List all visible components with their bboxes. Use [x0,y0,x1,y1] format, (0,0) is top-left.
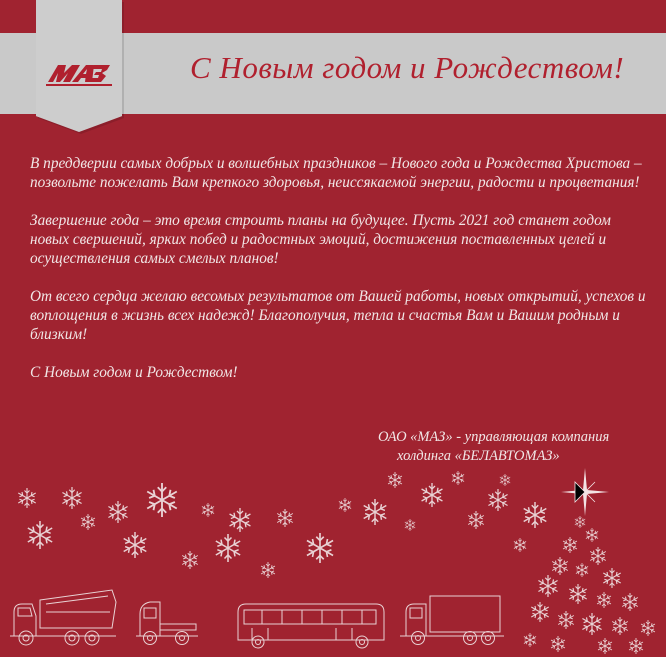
snowflake-icon [261,562,275,578]
snowflake-icon [124,532,147,558]
snowflake-icon [405,519,415,531]
snowflake-icon [147,483,177,517]
dump-truck-icon [10,590,116,645]
snowflake-icon [452,471,464,485]
snowflake-icon [524,502,547,528]
tractor-unit-icon [136,602,198,645]
decoration [0,460,666,657]
snowflake-icon [28,521,52,549]
snowflake-icon [108,501,127,523]
maz-logo [46,60,112,88]
snowflake-icon [62,487,81,509]
snowflake-icon [388,472,402,488]
snowflake-icon [339,498,351,512]
snowflake-icon [514,538,526,552]
box-truck-icon [400,596,504,645]
signature-line: ОАО «МАЗ» - управляющая компания [378,429,610,445]
snowflake-icon [422,483,443,507]
christmas-tree-icon [524,468,655,654]
snowflake-icon [81,514,95,530]
paragraph: От всего сердца желаю весомых результатов от Вашей работы, новых открытий, успехов и воплощения в жизнь всех надежд! Благополучия, тепла и счастья Вам и Вашим родным и близким! [30,288,646,343]
snowflake-icon [364,499,387,525]
closing-line: С Новым годом и Рождеством! [30,364,238,381]
snowflake-icon [500,474,510,486]
paragraph: В преддверии самых добрых и волшебных праздников – Нового года и Рождества Христова – позвольте пожелать Вам крепкого здоровья, неиссякаемой энергии, радости и процветания! [30,155,642,191]
snowflake-icon [488,489,507,511]
snowflake-icon [182,551,198,569]
snowflake-icon [18,488,35,508]
snowflake-icon [216,534,240,562]
snowflake-icon [202,503,214,517]
signature-line: холдинга «БЕЛАВТОМАЗ» [397,448,560,464]
snowflake-icon [307,533,333,563]
bus-icon [238,604,384,648]
page-title: С Новым годом и Рождеством! [190,50,625,85]
snowflake-icon [277,509,293,527]
paragraph: Завершение года – это время строить планы на будущее. Пусть 2021 год станет годом новых свершений, ярких побед и радостных эмоций, достижения поставленных целей и осуществления самых смелых планов! [30,212,611,267]
greeting-text [30,154,650,401]
snowflake-icon [468,511,484,529]
snowflake-icon [230,508,251,532]
